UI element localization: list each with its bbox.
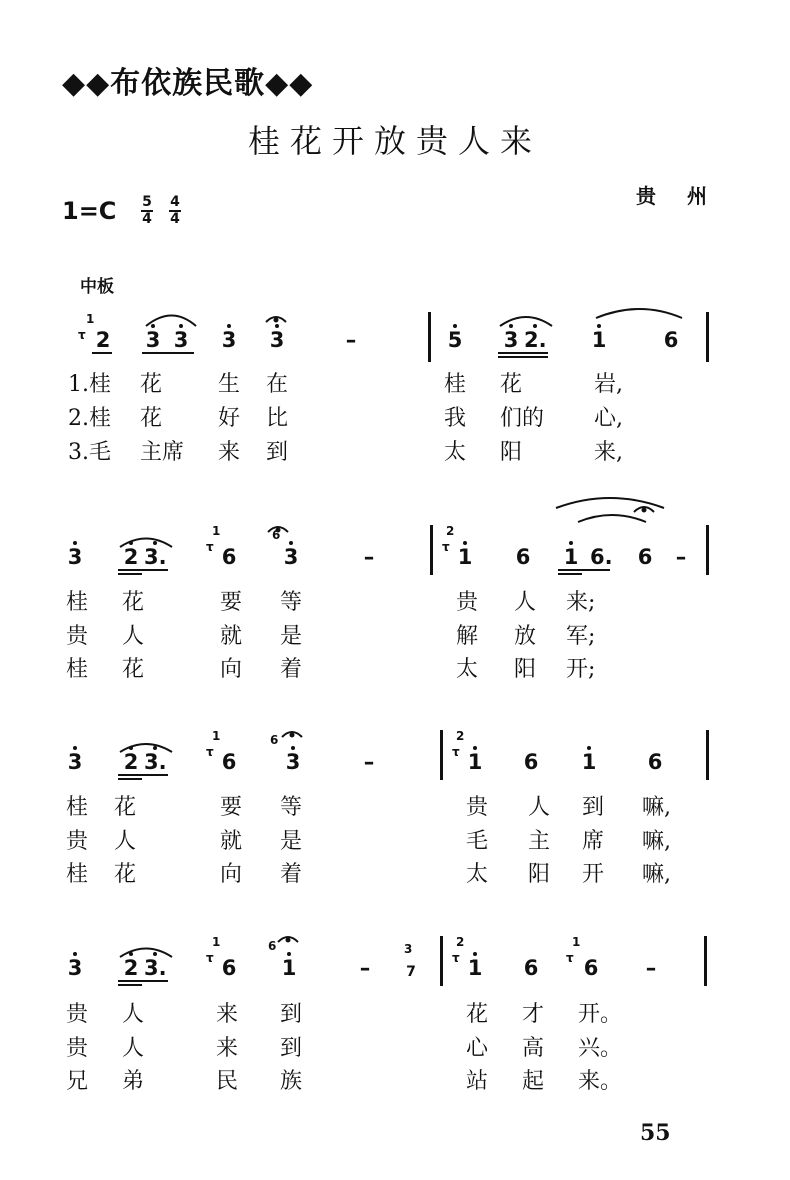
- octave-dot: [509, 324, 513, 328]
- octave-dot: [73, 952, 77, 956]
- grace-note: τ: [206, 540, 214, 554]
- note: 6: [221, 750, 237, 774]
- time-change: 2: [456, 935, 465, 949]
- grace-note: 6: [272, 528, 281, 542]
- note: 1: [467, 956, 483, 980]
- note: 3: [145, 328, 161, 352]
- dash: –: [363, 545, 375, 569]
- underline: [558, 569, 610, 571]
- note: 2.: [524, 328, 547, 352]
- dash: –: [675, 545, 687, 569]
- note: 6: [663, 328, 679, 352]
- octave-dot: [473, 952, 477, 956]
- underline: [498, 352, 548, 354]
- note: 1: [281, 956, 297, 980]
- barline: [430, 525, 433, 575]
- note: 1: [563, 545, 579, 569]
- octave-dot: [289, 541, 293, 545]
- note: 3: [283, 545, 299, 569]
- note: 3: [503, 328, 519, 352]
- underline: [498, 356, 548, 358]
- time-change: 2: [446, 524, 455, 538]
- octave-dot: [129, 541, 133, 545]
- octave-dot: [275, 324, 279, 328]
- grace-note: 1: [572, 935, 581, 949]
- note: 7: [406, 964, 416, 980]
- note: 1: [467, 750, 483, 774]
- song-title: 桂花开放贵人来: [247, 122, 542, 160]
- dash: –: [363, 750, 375, 774]
- note: 1: [591, 328, 607, 352]
- note: 3: [67, 545, 83, 569]
- octave-dot: [153, 541, 157, 545]
- underline: [142, 352, 194, 354]
- grace-note: 1: [212, 935, 221, 949]
- grace-note: τ: [78, 328, 86, 342]
- note: 1: [457, 545, 473, 569]
- dash: –: [359, 956, 371, 980]
- note: 3.: [144, 750, 167, 774]
- grace-note: 1: [212, 729, 221, 743]
- octave-dot: [287, 952, 291, 956]
- octave-dot: [597, 324, 601, 328]
- region-label: 贵 州: [636, 184, 719, 208]
- underline: [118, 984, 142, 986]
- octave-dot: [569, 541, 573, 545]
- grace-note: 1: [212, 524, 221, 538]
- underline: [92, 352, 112, 354]
- octave-dot: [453, 324, 457, 328]
- octave-dot: [587, 746, 591, 750]
- note: 6: [637, 545, 653, 569]
- key-signature: 1=C: [62, 197, 117, 225]
- note: 3.: [144, 545, 167, 569]
- octave-dot: [151, 324, 155, 328]
- note: 6.: [590, 545, 613, 569]
- note: 6: [221, 545, 237, 569]
- octave-dot: [129, 952, 133, 956]
- grace-note: τ: [452, 745, 460, 759]
- note: 2: [123, 545, 139, 569]
- note: 3: [221, 328, 237, 352]
- note: 3: [173, 328, 189, 352]
- note: 3: [269, 328, 285, 352]
- octave-dot: [129, 746, 133, 750]
- time-signature-5-4: 5 4: [142, 194, 152, 227]
- octave-dot: [227, 324, 231, 328]
- note: 2: [95, 328, 111, 352]
- grace-note: τ: [206, 951, 214, 965]
- grace-note: τ: [452, 951, 460, 965]
- octave-dot: [291, 746, 295, 750]
- underline: [118, 980, 168, 982]
- underline: [118, 569, 168, 571]
- tempo-marking: 中板: [80, 277, 114, 297]
- barline: [440, 730, 443, 780]
- note: 6: [583, 956, 599, 980]
- note: 6: [221, 956, 237, 980]
- note: 6: [523, 956, 539, 980]
- note: 2: [123, 956, 139, 980]
- note: 1: [581, 750, 597, 774]
- underline: [118, 778, 142, 780]
- note: 6: [515, 545, 531, 569]
- note: 2: [123, 750, 139, 774]
- note: 3: [67, 750, 83, 774]
- grace-note: τ: [442, 540, 450, 554]
- grace-note: 1: [86, 312, 95, 326]
- underline: [118, 573, 142, 575]
- barline: [704, 936, 707, 986]
- note: 5: [447, 328, 463, 352]
- octave-dot: [179, 324, 183, 328]
- barline: [440, 936, 443, 986]
- octave-dot: [533, 324, 537, 328]
- barline: [706, 312, 709, 362]
- grace-note: 3: [404, 942, 413, 956]
- barline: [706, 525, 709, 575]
- note: 3: [67, 956, 83, 980]
- grace-note: τ: [566, 951, 574, 965]
- page-number: 55: [640, 1120, 671, 1146]
- time-signature-4-4: 4 4: [170, 194, 180, 227]
- category-heading: ◆◆布依族民歌◆◆: [62, 66, 314, 101]
- dash: –: [345, 328, 357, 352]
- grace-note: 6: [268, 939, 277, 953]
- underline: [558, 573, 582, 575]
- barline: [428, 312, 431, 362]
- dash: –: [645, 956, 657, 980]
- note: 3: [285, 750, 301, 774]
- grace-note: 6: [270, 733, 279, 747]
- octave-dot: [73, 746, 77, 750]
- time-change: 2: [456, 729, 465, 743]
- barline: [706, 730, 709, 780]
- octave-dot: [463, 541, 467, 545]
- octave-dot: [153, 952, 157, 956]
- underline: [118, 774, 168, 776]
- note: 6: [647, 750, 663, 774]
- octave-dot: [473, 746, 477, 750]
- note: 3.: [144, 956, 167, 980]
- note: 6: [523, 750, 539, 774]
- octave-dot: [73, 541, 77, 545]
- grace-note: τ: [206, 745, 214, 759]
- octave-dot: [153, 746, 157, 750]
